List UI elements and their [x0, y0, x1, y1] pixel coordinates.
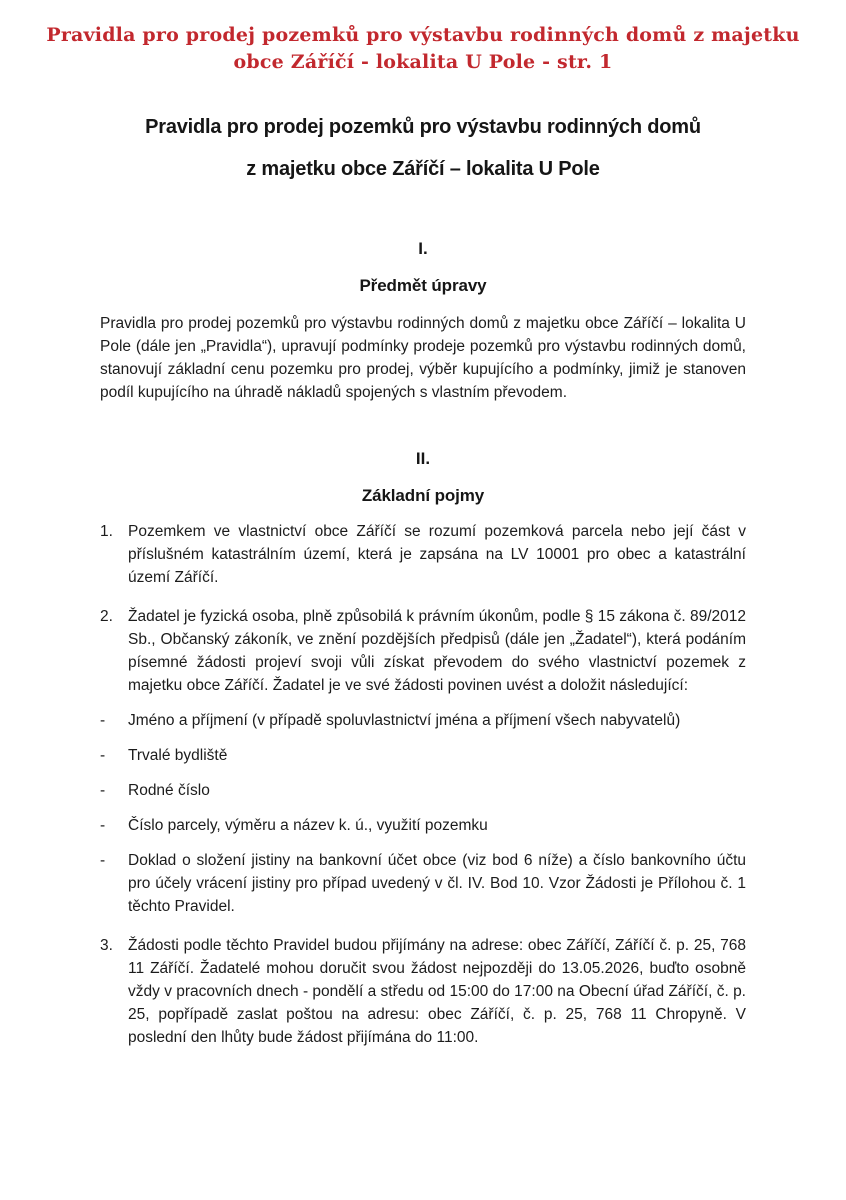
- list-item-marker: -: [100, 712, 106, 729]
- list-item-text: Číslo parcely, výměru a název k. ú., využití pozemku: [128, 817, 488, 834]
- section-1-paragraph: Pravidla pro prodej pozemků pro výstavbu rodinných domů z majetku obce Záříčí – lokalita U Pole (dále jen „Pravidla“), upravují podmínky prodeje pozemků pro výstavbu rodinných domů, stanovují základní cenu pozemku pro prodej, výběr kupujícího a podmínky, jimiž je stanoven podíl kupujícího na úhradě nákladů spojených s vlastním převodem.: [100, 315, 746, 401]
- document-title: [0, 116, 846, 181]
- list-item: [100, 779, 746, 802]
- list-item-marker: 1.: [100, 523, 113, 540]
- list-item-text: Rodné číslo: [128, 782, 210, 799]
- section-1-numeral: I.: [418, 239, 428, 258]
- list-item-marker: -: [100, 817, 106, 834]
- section-2-body: [100, 520, 746, 1049]
- section-2-numeral: II.: [415, 449, 431, 468]
- document-title-line-1: Pravidla pro prodej pozemků pro výstavbu rodinných domů: [145, 116, 701, 138]
- list-item-text: Doklad o složení jistiny na bankovní účet obce (viz bod 6 níže) a číslo bankovního účtu pro účely vrácení jistiny pro případ uvedený v čl. IV. Bod 10. Vzor Žádosti je Přílohou č. 1 těchto Pravidel.: [128, 852, 746, 915]
- list-item-marker: 2.: [100, 608, 113, 625]
- list-item-text: Jméno a příjmení (v případě spoluvlastnictví jména a příjmení všech nabyvatelů): [128, 712, 681, 729]
- list-item: [100, 934, 746, 1049]
- list-item: [100, 605, 746, 697]
- section-1-heading: Předmět úpravy: [359, 276, 487, 295]
- section-2-heading: Základní pojmy: [361, 486, 485, 505]
- list-item-text: Pozemkem ve vlastnictví obce Záříčí se rozumí pozemková parcela nebo její část v příslušném katastrálním území, která je zapsána na LV 10001 pro obec a katastrální území Záříčí.: [128, 523, 746, 586]
- list-item-text: Žádosti podle těchto Pravidel budou přijímány na adrese: obec Záříčí, Záříčí č. p. 25, 768 11 Záříčí. Žadatelé mohou doručit svou žádost nejpozději do 13.05.2026, buďto osobně vždy v pracovních dnech - pondělí a středu od 15:00 do 17:00 na Obecní úřad Záříčí, č. p. 25, popřípadě zaslat poštou na adresu: obec Záříčí, č. p. 25, 768 11 Chropyně. V poslední den lhůty bude žádost přijímána do 11:00.: [128, 937, 746, 1046]
- list-item: [100, 520, 746, 589]
- list-item: [100, 744, 746, 767]
- list-item: [100, 814, 746, 837]
- list-item-marker: -: [100, 782, 106, 799]
- list-item-text: Trvalé bydliště: [128, 747, 228, 764]
- list-item: [100, 709, 746, 732]
- print-header-title: Pravidla pro prodej pozemků pro výstavbu rodinných domů z majetku obce Záříčí - lokalita U Pole - str. 1: [46, 24, 800, 73]
- list-item: [100, 849, 746, 918]
- list-item-marker: 3.: [100, 937, 113, 954]
- list-item-text: Žadatel je fyzická osoba, plně způsobilá k právním úkonům, podle § 15 zákona č. 89/2012 Sb., Občanský zákoník, ve znění pozdějších předpisů (dále jen „Žadatel“), která podáním písemné žádosti projeví svoji vůli získat převodem do svého vlastnictví pozemek z majetku obce Záříčí. Žadatel je ve své žádosti povinen uvést a doložit následující:: [128, 608, 746, 694]
- list-item-marker: -: [100, 747, 106, 764]
- document-title-line-2: z majetku obce Záříčí – lokalita U Pole: [246, 158, 600, 180]
- document-body: [100, 312, 746, 404]
- list-item-marker: -: [100, 852, 106, 869]
